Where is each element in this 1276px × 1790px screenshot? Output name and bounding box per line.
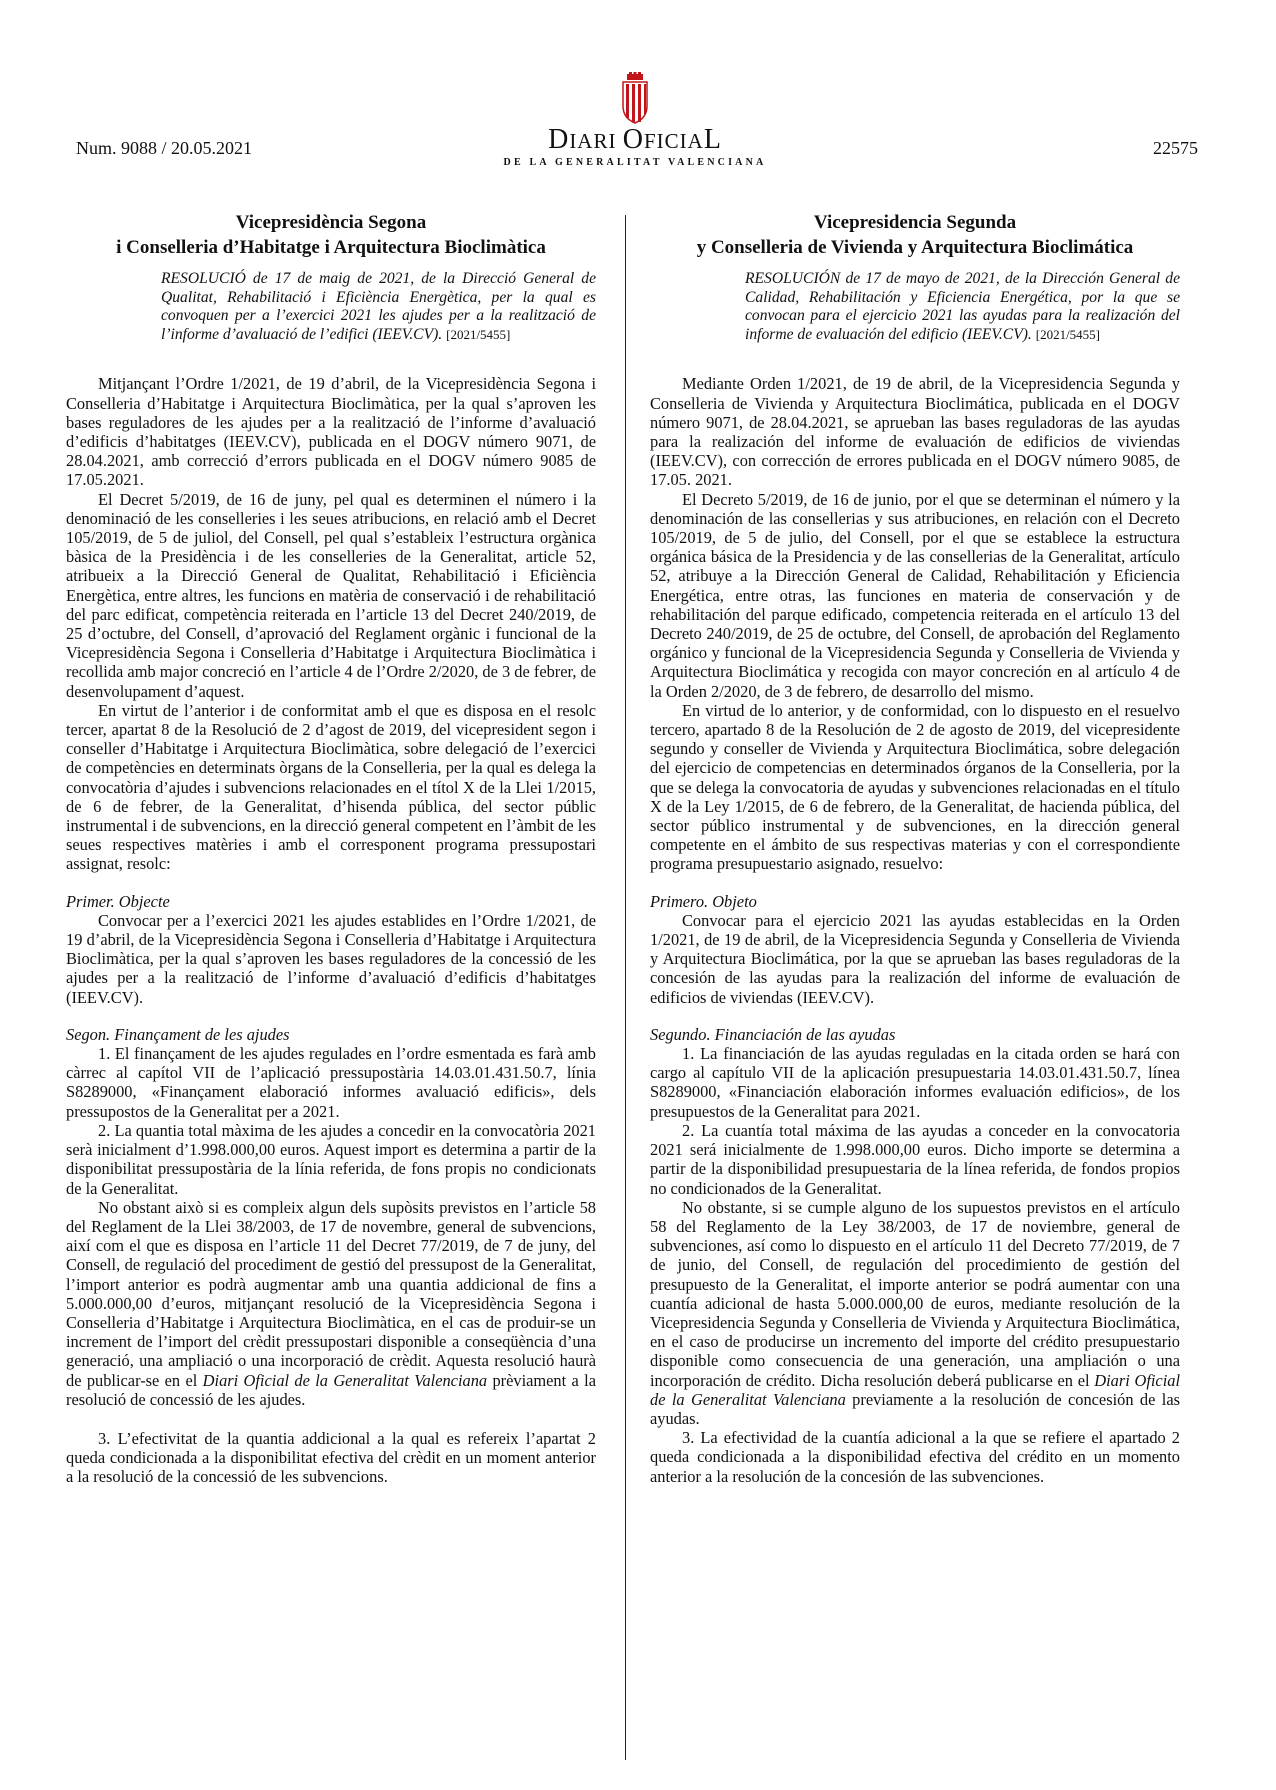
paragraph: 2. La quantia total màxima de les ajudes a concedir en la convocatòria 2021 serà inicialment d’1.998.000,00 euros. Aquest import es determina a partir de la disponibilitat pressupostària de la línia referida, de fons propis no condicionats de la Generalitat. (66, 1120, 596, 1198)
column-divider (625, 215, 626, 1760)
paragraph: Convocar per a l’exercici 2021 les ajudes establides en l’Ordre 1/2021, de 19 d’abril, de la Vicepresidència Segona i Conselleria d’Habitatge i Arquitectura Bioclimàtica, per la qual s’aproven les bases reguladores de la concessió de les ajudes per a la realització de l’informe d’avaluació d’edificis d’habitatges (IEEV.CV). (66, 910, 596, 1007)
reference-code: [2021/5455] (446, 326, 511, 342)
paragraph: 3. La efectividad de la cuantía adicional a la que se refiere el apartado 2 queda condicionada a la disponibilidad efectiva del crédito en un momento anterior a la resolución de la concesión de las subvenciones. (650, 1428, 1180, 1486)
page-header (0, 0, 1276, 170)
paragraph: 1. La financiación de las ayudas reguladas en la citada orden se hará con cargo al capítulo VII de la aplicación presupuestaria 14.03.01.431.50.7, línea S8289000, «Financiación elaboración informes evaluación edificios», de los presupuestos de la Generalitat para 2021. (650, 1044, 1180, 1121)
article-heading: Segon. Finançament de les ajudes (66, 1024, 290, 1044)
paragraph: En virtut de l’anterior i de conformitat amb el que es disposa en el resolc tercer, apartat 8 de la Resolució de 2 d’agost de 2019, del vicepresident segon i conseller d’Habitatge i Arquitectura Bioclimàtica, sobre delegació de l’exercici de competències en determinats òrgans de la Conselleria, per la qual es delega la convocatòria d’ajudes i subvencions relacionades en el títol X de la Llei 1/2015, de 6 de febrer, de la Generalitat, d’hisenda pública, del sector públic instrumental i de subvencions, en la direcció general competent en l’àmbit de les seues respectives matèries i amb el corresponent programa pressupostari assignat, resolc: (66, 700, 596, 874)
article-heading: Segundo. Financiación de las ayudas (650, 1024, 896, 1044)
diari-oficial-logo (500, 72, 770, 168)
senyera-coat-of-arms-icon (617, 72, 653, 124)
paragraph: 3. L’efectivitat de la quantia addicional a la qual es refereix l’apartat 2 queda condicionada a la disponibilitat efectiva del crèdit en un moment anterior a la resolució de la concessió de les subvencions. (66, 1428, 596, 1487)
paragraph: No obstante, si se cumple alguno de los supuestos previstos en el artículo 58 del Reglamento de la Ley 38/2003, de 17 de noviembre, general de subvenciones, así como lo dispuesto en el artículo 11 del Decreto 77/2019, de 7 de junio, del Consell, de regulación del procedimiento de gestión del presupuesto de la Generalitat, el importe anterior se podrá aumentar con una cuantía adicional de hasta 5.000.000,00 de euros, mediante resolución de la Vicepresidencia Segunda y Conselleria de Vivienda y Arquitectura Bioclimática, en el caso de producirse un incremento del importe del crédito presupuestario disponible como consecuencia de una generación, una ampliación o una incorporación de crédito. Dicha resolución deberá publicarse en el Diari Oficial de la Generalitat Valenciana previamente a la resolución de concesión de las ayudas. (650, 1197, 1181, 1428)
brand-subtitle: DE LA GENERALITAT VALENCIANA (503, 157, 767, 168)
paragraph: El Decret 5/2019, de 16 de juny, pel qual es determinen el número i la denominació de les conselleries i les seues atribucions, en relació amb el Decret 105/2019, de 5 de juliol, del Consell, pel qual s’estableix l’estructura orgànica bàsica de la Presidència i de les conselleries de la Generalitat, article 52, atribueix a la Direcció General de Qualitat, Rehabilitació i Eficiència Energètica, entre altres, les funcions en matèria de conservació i de rehabilitació del parc edificat, competència reiterada en l’article 13 del Decret 240/2019, de 25 d’octubre, del Consell, d’aprovació del Reglament orgànic i funcional de la Vicepresidència Segona i Conselleria d’Habitatge i Arquitectura Bioclimàtica i recollida amb major concreció en l’article 4 de l’Ordre 2/2020, de 3 de febrer, de desenvolupament d’aquest. (66, 489, 596, 701)
article-heading: Primero. Objeto (650, 891, 757, 911)
paragraph: Mitjançant l’Ordre 1/2021, de 19 d’abril, de la Vicepresidència Segona i Conselleria d’Habitatge i Arquitectura Bioclimàtica, per la qual s’aproven les bases reguladores de les ajudes per a la realització de l’informe d’avaluació d’edificis d’habitatges (IEEV.CV), publicada en el DOGV número 9071, de 28.04.2021, amb correcció d’errors publicada en el DOGV número 9085 de 17.05.2021. (66, 374, 596, 490)
brand-title: DIARI OFICIAL (548, 124, 722, 155)
page-number: 22575 (1153, 138, 1198, 158)
issue-number: Num. 9088 / 20.05.2021 (76, 138, 253, 158)
paragraph: Convocar para el ejercicio 2021 las ayudas establecidas en la Orden 1/2021, de 19 de abril, de la Vicepresidencia Segunda y Conselleria de Vivienda y Arquitectura Bioclimática, por la que se aprueban las bases reguladoras de la concesión de las ayudas para la realización del informe de evaluación de edificios de viviendas (IEEV.CV). (650, 910, 1180, 1007)
section-title: Vicepresidència Segona i Conselleria d’Habitatge i Arquitectura Bioclimàtica (116, 212, 546, 258)
reference-code: [2021/5455] (1035, 326, 1101, 342)
column-spanish (650, 210, 1180, 1486)
paragraph: Mediante Orden 1/2021, de 19 de abril, de la Vicepresidencia Segunda y Conselleria de Vivienda y Arquitectura Bioclimática, publicada en el DOGV número 9071, de 28.04.2021, se aprueban las bases reguladoras de las ayudas para la realización del informe de evaluación de edificios de viviendas (IEEV.CV), con corrección de errores publicada en el DOGV número 9085, de 17.05. 2021. (650, 374, 1180, 490)
paragraph: 1. El finançament de les ajudes regulades en l’ordre esmentada es farà amb càrrec al capítol VII de l’aplicació pressupostària 14.03.01.431.50.7, línia S8289000, «Finançament elaboració informes avaluació edificis», dels pressupostos de la Generalitat per a 2021. (66, 1044, 596, 1121)
paragraph: El Decreto 5/2019, de 16 de junio, por el que se determinan el número y la denominación de las consellerias y sus atribuciones, en relación con el Decreto 105/2019, de 5 de julio, del Consell, por el que se establece la estructura orgánica básica de la Presidencia y de las consellerias de la Generalitat, artículo 52, atribuye a la Dirección General de Calidad, Rehabilitación y Eficiencia Energética, entre otras, las funciones en materia de conservación y de rehabilitación del parque edificado, competencia reiterada en el artículo 13 del Decreto 240/2019, de 25 de octubre, del Consell, de aprobación del Reglamento orgánico y funcional de la Vicepresidencia Segunda y Conselleria de Vivienda y Arquitectura Bioclimática y recogida con mayor concreción en al artículo 4 de la Orden 2/2020, de 3 de febrero, de desarrollo del mismo. (650, 489, 1180, 701)
resolution-heading: RESOLUCIÓN de 17 de mayo de 2021, de la Dirección General de Calidad, Rehabilitación y Eficiencia Energética, por la que se convocan para el ejercicio 2021 las ayudas para la realización del informe de evaluación del edificio (IEEV.CV). [2021/5455] (745, 270, 1180, 343)
resolution-heading: RESOLUCIÓ de 17 de maig de 2021, de la Direcció General de Qualitat, Rehabilitació i Eficiència Energètica, per la qual es convoquen per a l’exercici 2021 les ajudes per a la realització de l’informe d’avaluació de l’edifici (IEEV.CV). [2021/5455] (161, 270, 596, 343)
body-text (66, 374, 596, 1486)
paragraph: No obstant això si es compleix algun dels supòsits previstos en l’article 58 del Reglament de la Llei 38/2003, de 17 de novembre, general de subvencions, així com el que es disposa en l’article 11 del Decret 77/2019, de 7 de juny, del Consell, de regulació del procediment de gestió del pressupost de la Generalitat, l’import anterior es podrà augmentar amb una quantia addicional de fins a 5.000.000,00 d’euros, mitjançant resolució de la Vicepresidència Segona i Conselleria d’Habitatge i Arquitectura Bioclimàtica, en el cas de produir-se un increment de l’import del crèdit pressupostari disponible a conseqüència d’una generació, una ampliació o una incorporació de crèdit. Aquesta resolució haurà de publicar-se en el Diari Oficial de la Generalitat Valenciana prèviament a la resolució de concessió de les ajudes. (66, 1197, 596, 1409)
body-text (650, 374, 1180, 1485)
article-heading: Primer. Objecte (66, 891, 170, 911)
section-title: Vicepresidencia Segunda y Conselleria de Vivienda y Arquitectura Bioclimática (696, 212, 1134, 258)
column-valencian (66, 210, 596, 1487)
paragraph: En virtud de lo anterior, y de conformidad, con lo dispuesto en el resuelvo tercero, apartado 8 de la Resolución de 2 de agosto de 2019, del vicepresidente segundo y conseller de Vivienda y Arquitectura Bioclimática, sobre delegación del ejercicio de competencias en determinados órganos de la Conselleria, por la que se delega la convocatoria de ayudas y subvenciones relacionadas en el título X de la Ley 1/2015, de 6 de febrero, de la Generalitat, de hacienda pública, del sector público instrumental y de subvenciones, en la dirección general competente en el ámbito de sus respectivas materias y con el correspondiente programa presupuestario asignado, resuelvo: (650, 700, 1180, 874)
paragraph: 2. La cuantía total máxima de las ayudas a conceder en la convocatoria 2021 será inicialmente de 1.998.000,00 euros. Dicho importe se determina a partir de la disponibilidad presupuestaria de la línea referida, de fondos propios no condicionados de la Generalitat. (650, 1120, 1180, 1198)
